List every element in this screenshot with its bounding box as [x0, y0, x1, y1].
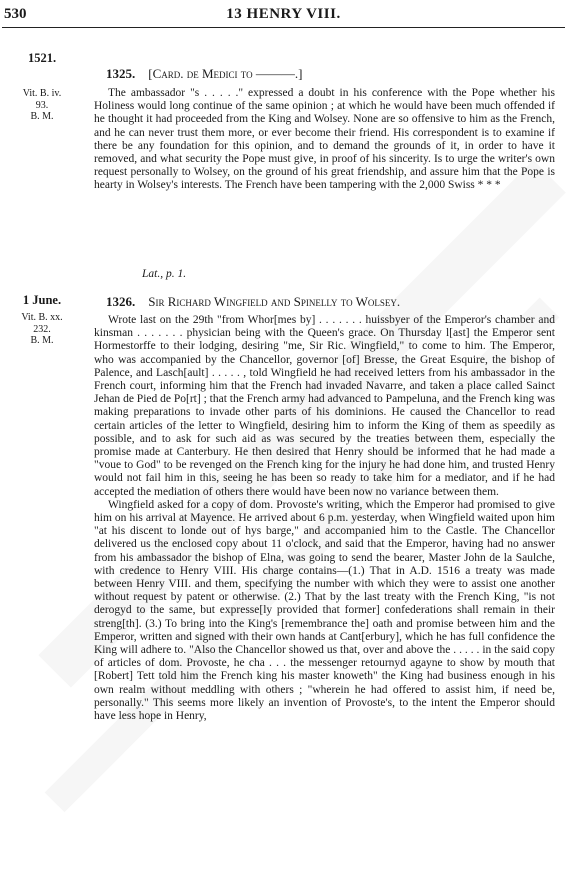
running-title: 13 HENRY VIII.: [226, 6, 341, 22]
source-note: Lat., p. 1.: [142, 268, 187, 280]
entry-number: 1326.: [106, 294, 136, 309]
paragraph: The ambassador "s . . . . ." expressed a doubt in his conference with the Pope whether his Holiness would long continue of the same opinion ; at which he would have been much offended if he thought it had proceeded from the King and Wolsey. None are so offensive to him as the French, and he can never trust them more, or ever become their friend. His correspondent is to examine if there be any foundation for this opinion, and to demand the grounds of it, in order to have it removed, and what security the Pope must give, in proof of his sincerity. Is to urge the writer's own request personally to Wolsey, on the ground of his great friendship, and assure him that the Pope is hearty in Wolsey's interests. The French have been tampering with the 2,000 Swiss * * *: [94, 87, 555, 192]
margin-date-1326: 1 June.: [22, 293, 62, 307]
ref-line: B. M.: [30, 111, 54, 122]
ref-line: Vit. B. iv.: [22, 88, 62, 99]
paragraph: Wingfield asked for a copy of dom. Provoste's writing, which the Emperor had promised to give him on his arrival at Mayence. He arrived about 6 p.m. yesterday, when Wingfield waited upon him "at his discent to londe out of hys barge," and accompanied him to the Castle. The Chancellor delivered us the enclosed copy about 11 o'clock, and said that the Emperor, having had no answer from his ambassador the bishop of Elna, was going to send the bearer, Master John de la Saulche, with credence to Henry VIII. His charge contains—(1.) That in A.D. 1516 a treaty was made between Henry VIII. and them, specifying the number with which they were to assist one another without request by patent or otherwise. (2.) That by the last treaty with the French King, "is not derogyd to the same, but expresse[ly provided that former] confederations shall remain in their streng[th]. (3.) To bring into the King's [remembrance the] oath and promise between him and the Emperor, written and signed with their own hands at Cant[erbury], which he has full confidence the King will adhere to. "Also the Chancellor showed us that, over and above the . . . . . in the said copy of articles of dom. Provoste, he cha . . . the messenger retournyd agayne to show by mouth that [Robert] Tett told him the French king his master knoweth" the King had business enough in his own realm without meddling with others ; "wherein he had offered to assist him, if need be, personally." This seems more likely an invention of Provoste's, to the intent the Emperor should have less hope in Henry,: [94, 498, 555, 723]
entry-title: [Card. de Medici to ———.]: [148, 66, 303, 81]
page-number: 530: [4, 6, 27, 22]
margin-reference-1325: [0, 88, 84, 123]
ref-line: Vit. B. xx.: [21, 312, 63, 323]
entry-number: 1325.: [106, 66, 136, 81]
paragraph: Wrote last on the 29th "from Whor[mes by] . . . . . . . huissbyer of the Emperor's chamber and kinsman . . . . . . . physician being with the Queen's grace. On Thursday l[ast] the Emperor sent Hormestorffe to their lodging, desiring "me, Sir Ric. Wingfield," to come to him. The Emperor, who was accompanied by the Chancellor, governor [of] Bresse, the Great Esquire, the bishop of Palence, and Lasch[ault] . . . . . , told Wingfield he had received letters from his ambassador in the French court, informing him that the French had invaded Navarre, and taken a place called Sainct Jehan de Pied de Po[rt] ; that the French army had advanced to Pampeluna, and the French king was making preparations to invade other parts of his dominions. He caused the Chancellor to read certain articles of the letter to Wingfield, desiring him to inform the King of them as speedily as possible, and to ask for such aid as was secured by the treaties between them, especially the promise made at Canterbury. He then desired that Henry should be informed that he had made a "voue to God" to be revenged on the French king for the injury he had done him, and trusted Henry would not fail him in this, seeing he has been so ready to take him for a mediator, and if he had accepted the mediation of others there would have been now no variance between them.: [94, 314, 555, 498]
margin-year-1325: 1521.: [27, 51, 57, 65]
entry-body-1325: [94, 87, 555, 193]
entry-heading-1326: [106, 294, 400, 310]
entry-title: Sir Richard Wingfield and Spinelly to Wolsey.: [148, 294, 401, 309]
header-rule: [2, 27, 565, 28]
margin-reference-1326: [0, 312, 84, 347]
entry-heading-1325: [106, 66, 302, 82]
ref-line: 232.: [33, 323, 51, 335]
ref-line: 93.: [35, 99, 49, 111]
entry-body-1326: [94, 314, 555, 723]
ref-line: B. M.: [30, 335, 54, 346]
